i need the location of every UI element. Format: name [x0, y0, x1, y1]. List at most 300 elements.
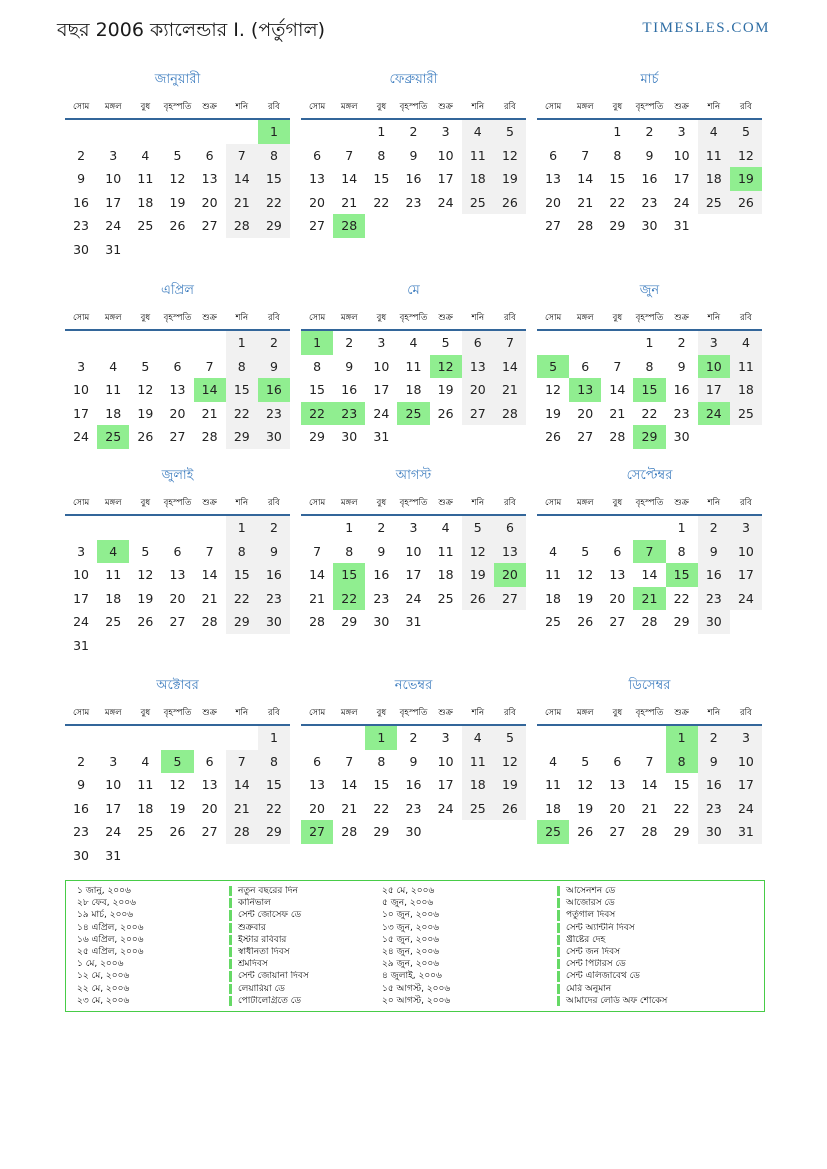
- weekend-day-cell: 9: [698, 540, 730, 564]
- weekday-header: রবি: [494, 100, 526, 119]
- day-cell: 1: [677, 520, 686, 536]
- day-cell: 20: [309, 800, 326, 816]
- weekday-header: মঙ্গল: [97, 311, 129, 330]
- day-cell: 13: [309, 777, 326, 793]
- legend-holiday-name: সেন্ট জোসেফ ডে: [229, 910, 367, 920]
- empty-day-cell: [129, 119, 161, 144]
- weekend-day-cell: 4: [462, 725, 494, 750]
- weekend-day-cell: 25: [462, 191, 494, 215]
- day-cell: 26: [577, 824, 594, 840]
- legend-holiday-name: শুক্রবার: [229, 923, 367, 933]
- weekend-day-cell: 19: [494, 167, 526, 191]
- day-cell: 14: [309, 567, 326, 583]
- legend-holiday-name: সেন্ট জোয়ানা দিবস: [229, 971, 367, 981]
- day-cell: 20: [201, 800, 218, 816]
- weekend-day-cell: 28: [226, 820, 258, 844]
- weekend-day-cell: 17: [730, 563, 762, 587]
- weekend-day-cell: 6: [494, 515, 526, 540]
- month-5: [301, 281, 526, 466]
- month-title: জানুয়ারী: [154, 72, 201, 87]
- weekend-day-cell: 5: [462, 515, 494, 540]
- weekend-day-cell: 1: [226, 515, 258, 540]
- weekend-day-cell: 4: [698, 119, 730, 144]
- weekday-header: সোম: [301, 311, 333, 330]
- day-cell: 2: [645, 124, 654, 140]
- weekday-header: মঙ্গল: [569, 100, 601, 119]
- weekend-day-cell: 5: [494, 725, 526, 750]
- day-cell: 23: [73, 218, 90, 234]
- empty-day-cell: [65, 725, 97, 750]
- day-cell: 12: [169, 777, 186, 793]
- weekday-header: শুক্র: [666, 706, 698, 725]
- holiday-day-cell: 29: [633, 425, 665, 449]
- day-cell: 11: [545, 567, 562, 583]
- weekend-day-cell: 22: [258, 191, 290, 215]
- weekend-day-cell: 8: [258, 750, 290, 774]
- day-cell: 18: [105, 590, 122, 606]
- empty-day-cell: [161, 238, 193, 262]
- empty-day-cell: [462, 425, 494, 449]
- day-cell: 5: [141, 543, 150, 559]
- day-cell: 31: [373, 429, 390, 445]
- brand-link[interactable]: TIMESLES.COM: [642, 20, 770, 36]
- day-cell: 8: [377, 753, 386, 769]
- weekday-header: বৃহস্পতি: [633, 100, 665, 119]
- day-cell: 6: [581, 358, 590, 374]
- empty-day-cell: [194, 238, 226, 262]
- weekday-header: মঙ্গল: [97, 100, 129, 119]
- day-cell: 3: [77, 543, 86, 559]
- weekend-day-cell: 22: [226, 587, 258, 611]
- empty-day-cell: [129, 725, 161, 750]
- day-cell: 12: [137, 382, 154, 398]
- holiday-day-cell: 4: [97, 540, 129, 564]
- weekend-day-cell: 4: [730, 330, 762, 355]
- weekend-day-cell: 14: [494, 355, 526, 379]
- empty-day-cell: [698, 214, 730, 238]
- weekend-day-cell: 11: [698, 144, 730, 168]
- day-cell: 24: [105, 218, 122, 234]
- weekend-day-cell: 22: [226, 402, 258, 426]
- day-cell: 31: [73, 637, 90, 653]
- weekend-day-cell: 30: [258, 610, 290, 634]
- day-cell: 25: [137, 824, 154, 840]
- legend-date: ১৬ এপ্রিল, ২০০৬: [77, 934, 144, 945]
- weekend-day-cell: 7: [494, 330, 526, 355]
- day-cell: 13: [545, 171, 562, 187]
- day-cell: 7: [645, 753, 654, 769]
- day-cell: 6: [313, 753, 322, 769]
- day-cell: 7: [345, 753, 354, 769]
- weekend-day-cell: 10: [730, 750, 762, 774]
- weekday-header: রবি: [258, 496, 290, 515]
- day-cell: 22: [641, 405, 658, 421]
- legend-holiday-name: আজোরস ডে: [557, 898, 760, 908]
- weekend-day-cell: 7: [226, 750, 258, 774]
- weekday-header: মঙ্গল: [333, 311, 365, 330]
- weekday-header: রবি: [730, 496, 762, 515]
- weekday-header: সোম: [65, 706, 97, 725]
- empty-day-cell: [226, 119, 258, 144]
- day-cell: 21: [341, 800, 358, 816]
- weekday-header: সোম: [65, 100, 97, 119]
- day-cell: 6: [205, 147, 214, 163]
- weekend-day-cell: 21: [226, 797, 258, 821]
- holiday-day-cell: 1: [258, 119, 290, 144]
- empty-day-cell: [537, 725, 569, 750]
- empty-day-cell: [161, 725, 193, 750]
- day-cell: 26: [437, 405, 454, 421]
- empty-day-cell: [397, 425, 429, 449]
- day-cell: 20: [201, 194, 218, 210]
- weekday-header: রবি: [730, 706, 762, 725]
- day-cell: 26: [169, 824, 186, 840]
- day-cell: 2: [345, 335, 354, 351]
- weekday-header: শুক্র: [430, 100, 462, 119]
- day-cell: 17: [73, 590, 90, 606]
- day-cell: 19: [577, 800, 594, 816]
- day-cell: 16: [405, 777, 422, 793]
- day-cell: 14: [641, 777, 658, 793]
- weekday-header: শনি: [698, 311, 730, 330]
- weekend-day-cell: 26: [494, 191, 526, 215]
- day-cell: 20: [169, 590, 186, 606]
- weekday-header: সোম: [301, 706, 333, 725]
- legend-holiday-name: পোর্টালেগ্রিতে ডে: [229, 996, 367, 1006]
- day-cell: 10: [105, 171, 122, 187]
- weekend-day-cell: 8: [258, 144, 290, 168]
- day-cell: 10: [437, 147, 454, 163]
- day-cell: 11: [105, 567, 122, 583]
- day-cell: 1: [645, 335, 654, 351]
- weekend-day-cell: 30: [698, 610, 730, 634]
- legend-date: ২৯ জুন, ২০০৬: [382, 959, 440, 970]
- day-cell: 9: [645, 147, 654, 163]
- day-cell: 12: [545, 382, 562, 398]
- empty-day-cell: [226, 634, 258, 658]
- day-cell: 10: [73, 382, 90, 398]
- day-cell: 6: [205, 753, 214, 769]
- empty-day-cell: [569, 515, 601, 540]
- weekend-day-cell: 16: [258, 563, 290, 587]
- day-cell: 4: [549, 753, 558, 769]
- holiday-day-cell: 22: [333, 587, 365, 611]
- day-cell: 14: [609, 382, 626, 398]
- day-cell: 1: [345, 520, 354, 536]
- weekday-header: রবি: [730, 100, 762, 119]
- holiday-day-cell: 1: [301, 330, 333, 355]
- day-cell: 13: [169, 382, 186, 398]
- weekday-header: শনি: [698, 100, 730, 119]
- weekend-day-cell: 18: [462, 167, 494, 191]
- day-cell: 15: [309, 382, 326, 398]
- day-cell: 23: [641, 194, 658, 210]
- month-title: নভেম্বর: [394, 678, 433, 693]
- weekday-header: সোম: [301, 496, 333, 515]
- empty-day-cell: [569, 330, 601, 355]
- day-cell: 6: [173, 543, 182, 559]
- day-cell: 9: [409, 753, 418, 769]
- day-cell: 15: [673, 777, 690, 793]
- day-cell: 12: [137, 567, 154, 583]
- day-cell: 15: [609, 171, 626, 187]
- day-cell: 7: [313, 543, 322, 559]
- day-cell: 24: [73, 429, 90, 445]
- weekday-header: সোম: [537, 496, 569, 515]
- weekday-header: মঙ্গল: [569, 311, 601, 330]
- empty-day-cell: [537, 119, 569, 144]
- empty-day-cell: [633, 725, 665, 750]
- day-cell: 17: [437, 777, 454, 793]
- day-cell: 10: [405, 543, 422, 559]
- day-cell: 29: [309, 429, 326, 445]
- weekend-day-cell: 12: [494, 750, 526, 774]
- weekend-day-cell: 14: [226, 773, 258, 797]
- holiday-day-cell: 25: [397, 402, 429, 426]
- weekday-header: বৃহস্পতি: [161, 706, 193, 725]
- weekend-day-cell: 27: [462, 402, 494, 426]
- empty-day-cell: [430, 214, 462, 238]
- day-cell: 18: [545, 800, 562, 816]
- day-cell: 17: [105, 800, 122, 816]
- day-cell: 9: [77, 171, 86, 187]
- day-cell: 24: [405, 590, 422, 606]
- weekday-header: বৃহস্পতি: [397, 496, 429, 515]
- weekend-day-cell: 18: [462, 773, 494, 797]
- empty-day-cell: [730, 425, 762, 449]
- day-cell: 28: [341, 824, 358, 840]
- empty-day-cell: [301, 515, 333, 540]
- weekday-header: রবি: [494, 706, 526, 725]
- empty-day-cell: [194, 634, 226, 658]
- day-cell: 8: [345, 543, 354, 559]
- empty-day-cell: [161, 119, 193, 144]
- weekend-day-cell: 29: [258, 820, 290, 844]
- day-cell: 3: [377, 335, 386, 351]
- day-cell: 3: [409, 520, 418, 536]
- weekday-header: শনি: [226, 100, 258, 119]
- legend-date: ১৫ জুন, ২০০৬: [382, 934, 440, 945]
- weekend-day-cell: 4: [462, 119, 494, 144]
- empty-day-cell: [97, 330, 129, 355]
- legend-holiday-name: কার্নিভাল: [229, 898, 367, 908]
- day-cell: 22: [609, 194, 626, 210]
- day-cell: 30: [341, 429, 358, 445]
- month-title: জুলাই: [161, 468, 194, 483]
- month-2: [301, 70, 526, 281]
- day-cell: 7: [581, 147, 590, 163]
- day-cell: 21: [641, 800, 658, 816]
- empty-day-cell: [129, 844, 161, 868]
- months-grid: [65, 70, 765, 867]
- weekday-header: বৃহস্পতি: [633, 311, 665, 330]
- empty-day-cell: [494, 610, 526, 634]
- holiday-day-cell: 21: [633, 587, 665, 611]
- legend-holiday-name: সেন্ট অ্যান্টনি দিবস: [557, 923, 760, 933]
- day-cell: 8: [613, 147, 622, 163]
- weekday-header: শুক্র: [666, 100, 698, 119]
- day-cell: 5: [581, 753, 590, 769]
- weekday-header: বৃহস্পতি: [397, 311, 429, 330]
- weekend-day-cell: 3: [730, 725, 762, 750]
- day-cell: 19: [169, 800, 186, 816]
- day-cell: 27: [201, 218, 218, 234]
- day-cell: 8: [313, 358, 322, 374]
- empty-day-cell: [258, 634, 290, 658]
- day-cell: 13: [609, 777, 626, 793]
- weekend-day-cell: 5: [494, 119, 526, 144]
- day-cell: 2: [409, 124, 418, 140]
- day-cell: 24: [105, 824, 122, 840]
- weekend-day-cell: 23: [698, 587, 730, 611]
- weekday-header: শুক্র: [194, 706, 226, 725]
- day-cell: 5: [141, 358, 150, 374]
- weekday-header: বুধ: [365, 100, 397, 119]
- empty-day-cell: [397, 214, 429, 238]
- holiday-day-cell: 8: [666, 750, 698, 774]
- holiday-day-cell: 20: [494, 563, 526, 587]
- weekend-day-cell: 12: [730, 144, 762, 168]
- weekday-header: বুধ: [129, 100, 161, 119]
- day-cell: 11: [437, 543, 454, 559]
- holiday-day-cell: 10: [698, 355, 730, 379]
- page-header: [57, 16, 770, 48]
- empty-day-cell: [226, 238, 258, 262]
- day-cell: 26: [545, 429, 562, 445]
- legend-date: ২৫ মে, ২০০৬: [382, 886, 435, 897]
- day-cell: 6: [549, 147, 558, 163]
- legend-date: ১৪ এপ্রিল, ২০০৬: [77, 922, 144, 933]
- weekday-header: শনি: [462, 100, 494, 119]
- day-cell: 9: [377, 543, 386, 559]
- empty-day-cell: [194, 515, 226, 540]
- weekend-day-cell: 9: [258, 540, 290, 564]
- day-cell: 30: [673, 429, 690, 445]
- day-cell: 20: [609, 590, 626, 606]
- empty-day-cell: [129, 634, 161, 658]
- weekday-header: সোম: [537, 706, 569, 725]
- weekend-day-cell: 25: [698, 191, 730, 215]
- weekend-day-cell: 15: [258, 773, 290, 797]
- holiday-day-cell: 23: [333, 402, 365, 426]
- day-cell: 9: [409, 147, 418, 163]
- day-cell: 18: [137, 800, 154, 816]
- empty-day-cell: [494, 425, 526, 449]
- day-cell: 2: [409, 730, 418, 746]
- day-cell: 23: [73, 824, 90, 840]
- empty-day-cell: [97, 634, 129, 658]
- weekday-header: শুক্র: [194, 496, 226, 515]
- empty-day-cell: [569, 725, 601, 750]
- holiday-day-cell: 12: [430, 355, 462, 379]
- weekend-day-cell: 8: [226, 540, 258, 564]
- weekend-day-cell: 7: [226, 144, 258, 168]
- empty-day-cell: [430, 820, 462, 844]
- month-1: [65, 70, 290, 281]
- empty-day-cell: [301, 725, 333, 750]
- weekday-header: সোম: [65, 496, 97, 515]
- weekday-header: সোম: [537, 311, 569, 330]
- day-cell: 25: [437, 590, 454, 606]
- day-cell: 10: [437, 753, 454, 769]
- day-cell: 24: [373, 405, 390, 421]
- weekday-header: রবি: [258, 706, 290, 725]
- legend-date: ২২ মে, ২০০৬: [77, 983, 130, 994]
- day-cell: 22: [673, 590, 690, 606]
- legend-date: ১৯ মার্চ, ২০০৬: [77, 910, 134, 921]
- day-cell: 28: [309, 614, 326, 630]
- day-cell: 27: [545, 218, 562, 234]
- empty-day-cell: [161, 515, 193, 540]
- day-cell: 30: [405, 824, 422, 840]
- day-cell: 7: [613, 358, 622, 374]
- weekend-day-cell: 19: [462, 563, 494, 587]
- weekday-header: শনি: [462, 311, 494, 330]
- empty-day-cell: [633, 515, 665, 540]
- holiday-day-cell: 16: [258, 378, 290, 402]
- weekend-day-cell: 31: [730, 820, 762, 844]
- day-cell: 18: [405, 382, 422, 398]
- weekday-header: শনি: [226, 706, 258, 725]
- legend-date: ১৩ জুন, ২০০৬: [382, 922, 440, 933]
- day-cell: 7: [205, 358, 214, 374]
- day-cell: 17: [73, 405, 90, 421]
- empty-day-cell: [194, 844, 226, 868]
- day-cell: 29: [341, 614, 358, 630]
- holiday-day-cell: 13: [569, 378, 601, 402]
- empty-day-cell: [65, 119, 97, 144]
- empty-day-cell: [258, 238, 290, 262]
- legend-holiday-name: সেন্ট পিটারস ডে: [557, 959, 760, 969]
- legend-holiday-name: মেরি অনুমান: [557, 984, 760, 994]
- day-cell: 19: [137, 590, 154, 606]
- day-cell: 30: [373, 614, 390, 630]
- holiday-day-cell: 1: [365, 725, 397, 750]
- day-cell: 25: [545, 614, 562, 630]
- empty-day-cell: [430, 610, 462, 634]
- weekend-day-cell: 6: [462, 330, 494, 355]
- holiday-day-cell: 14: [194, 378, 226, 402]
- holiday-day-cell: 15: [633, 378, 665, 402]
- empty-day-cell: [194, 330, 226, 355]
- legend-date: ৪ জুলাই, ২০০৬: [382, 971, 442, 982]
- weekday-header: বৃহস্পতি: [397, 100, 429, 119]
- holiday-day-cell: 19: [730, 167, 762, 191]
- weekend-day-cell: 25: [730, 402, 762, 426]
- weekend-day-cell: 29: [226, 425, 258, 449]
- day-cell: 24: [437, 194, 454, 210]
- day-cell: 5: [441, 335, 450, 351]
- day-cell: 11: [137, 171, 154, 187]
- weekend-day-cell: 26: [462, 587, 494, 611]
- legend-date: ২৫ এপ্রিল, ২০০৬: [77, 947, 144, 957]
- empty-day-cell: [161, 844, 193, 868]
- weekday-header: বৃহস্পতি: [633, 496, 665, 515]
- weekday-header: বুধ: [601, 311, 633, 330]
- holiday-day-cell: 15: [333, 563, 365, 587]
- day-cell: 26: [577, 614, 594, 630]
- empty-day-cell: [129, 238, 161, 262]
- day-cell: 21: [309, 590, 326, 606]
- day-cell: 23: [673, 405, 690, 421]
- legend-date: ২৪ জুন, ২০০৬: [382, 947, 440, 957]
- weekend-day-cell: 23: [698, 797, 730, 821]
- day-cell: 24: [673, 194, 690, 210]
- month-title: ডিসেম্বর: [628, 678, 671, 693]
- month-9: [537, 466, 762, 676]
- legend-holiday-name: লেয়ারিয়া ডে: [229, 984, 367, 994]
- day-cell: 16: [673, 382, 690, 398]
